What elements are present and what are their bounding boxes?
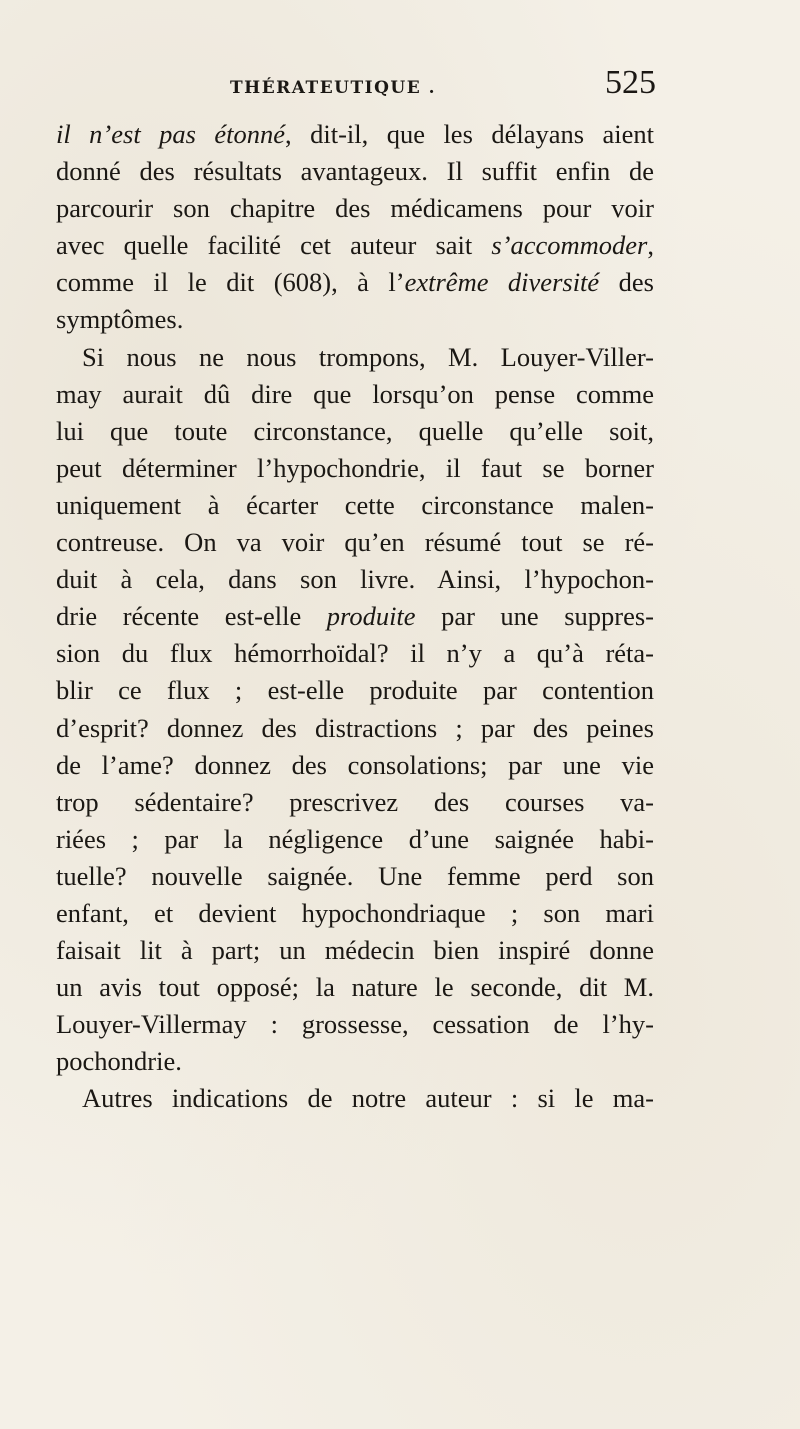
text-segment: contreuse. On va voir qu’en résumé tout se ré- <box>56 527 654 558</box>
text-segment: Autres indications de notre auteur : si le ma- <box>82 1083 654 1114</box>
text-line <box>56 413 654 450</box>
text-segment: peut déterminer l’hypochondrie, il faut se borner <box>56 452 654 483</box>
text-line <box>56 858 654 895</box>
text-segment: , dit-il, que les délayans aient <box>285 119 654 149</box>
text-segment: des <box>599 267 654 298</box>
text-line <box>56 264 654 301</box>
text-segment: faisait lit à part; un médecin bien inspiré donne <box>56 935 654 966</box>
text-line <box>56 821 654 858</box>
text-segment: trop sédentaire? prescrivez des courses va- <box>56 786 654 817</box>
text-segment: comme il le dit (608), à l’ <box>56 267 405 298</box>
text-segment: Louyer-Villermay : grossesse, cessation de l’hy- <box>56 1009 654 1040</box>
text-line <box>56 1006 654 1043</box>
text-line <box>56 1080 654 1117</box>
text-line <box>56 153 654 190</box>
text-line <box>56 339 654 376</box>
text-segment: riées ; par la négligence d’une saignée habi- <box>56 823 654 854</box>
text-segment: symptômes. <box>56 304 184 335</box>
text-segment: lui que toute circonstance, quelle qu’elle soit, <box>56 415 654 446</box>
text-line <box>56 672 654 709</box>
text-segment: uniquement à écarter cette circonstance malen- <box>56 489 654 520</box>
running-head <box>200 64 656 114</box>
text-segment: may aurait dû dire que lorsqu’on pense comme <box>56 378 654 409</box>
text-segment: blir ce flux ; est-elle produite par contention <box>56 675 654 706</box>
italic-text: s’accommoder <box>491 230 648 261</box>
text-line <box>56 710 654 747</box>
text-line <box>56 487 654 524</box>
text-line <box>56 784 654 821</box>
text-line <box>56 301 654 338</box>
text-segment: par une suppres- <box>415 601 654 632</box>
text-line <box>56 561 654 598</box>
text-line <box>56 932 654 969</box>
text-segment: de l’ame? donnez des consolations; par une vie <box>56 749 654 780</box>
text-segment: enfant, et devient hypochondriaque ; son mari <box>56 897 654 928</box>
text-segment: avec quelle facilité cet auteur sait <box>56 230 492 261</box>
text-line <box>56 524 654 561</box>
text-segment: parcourir son chapitre des médicamens pour voir <box>56 193 654 224</box>
text-segment: duit à cela, dans son livre. Ainsi, l’hypochon- <box>56 564 654 595</box>
text-segment: , <box>647 230 654 261</box>
text-line <box>56 1043 654 1080</box>
text-line <box>56 969 654 1006</box>
running-title: THÉRATEUTIQUE . <box>230 78 437 98</box>
text-segment: d’esprit? donnez des distractions ; par des peines <box>56 712 654 743</box>
text-segment: pochondrie. <box>56 1046 182 1077</box>
text-line <box>56 227 654 264</box>
text-segment: un avis tout opposé; la nature le seconde, dit M. <box>56 972 654 1003</box>
text-line <box>56 190 654 227</box>
text-line <box>56 116 654 153</box>
text-line <box>56 895 654 932</box>
text-segment: drie récente est-elle <box>56 601 327 632</box>
text-segment: donné des résultats avantageux. Il suffit enfin de <box>56 156 654 187</box>
text-line <box>56 635 654 672</box>
text-line <box>56 598 654 635</box>
text-segment: Si nous ne nous trompons, M. Louyer-Viller- <box>82 341 654 372</box>
text-segment: tuelle? nouvelle saignée. Une femme perd son <box>56 860 654 891</box>
italic-text: produite <box>326 601 416 632</box>
text-segment: sion du flux hémorrhoïdal? il n’y a qu’à réta- <box>56 638 654 669</box>
italic-text: extrême diversité <box>404 267 600 298</box>
italic-text: il n’est pas étonné <box>56 119 286 149</box>
body-text <box>56 116 654 1118</box>
text-line <box>56 747 654 784</box>
page-number: 525 <box>605 64 656 101</box>
text-line <box>56 376 654 413</box>
text-line <box>56 450 654 487</box>
